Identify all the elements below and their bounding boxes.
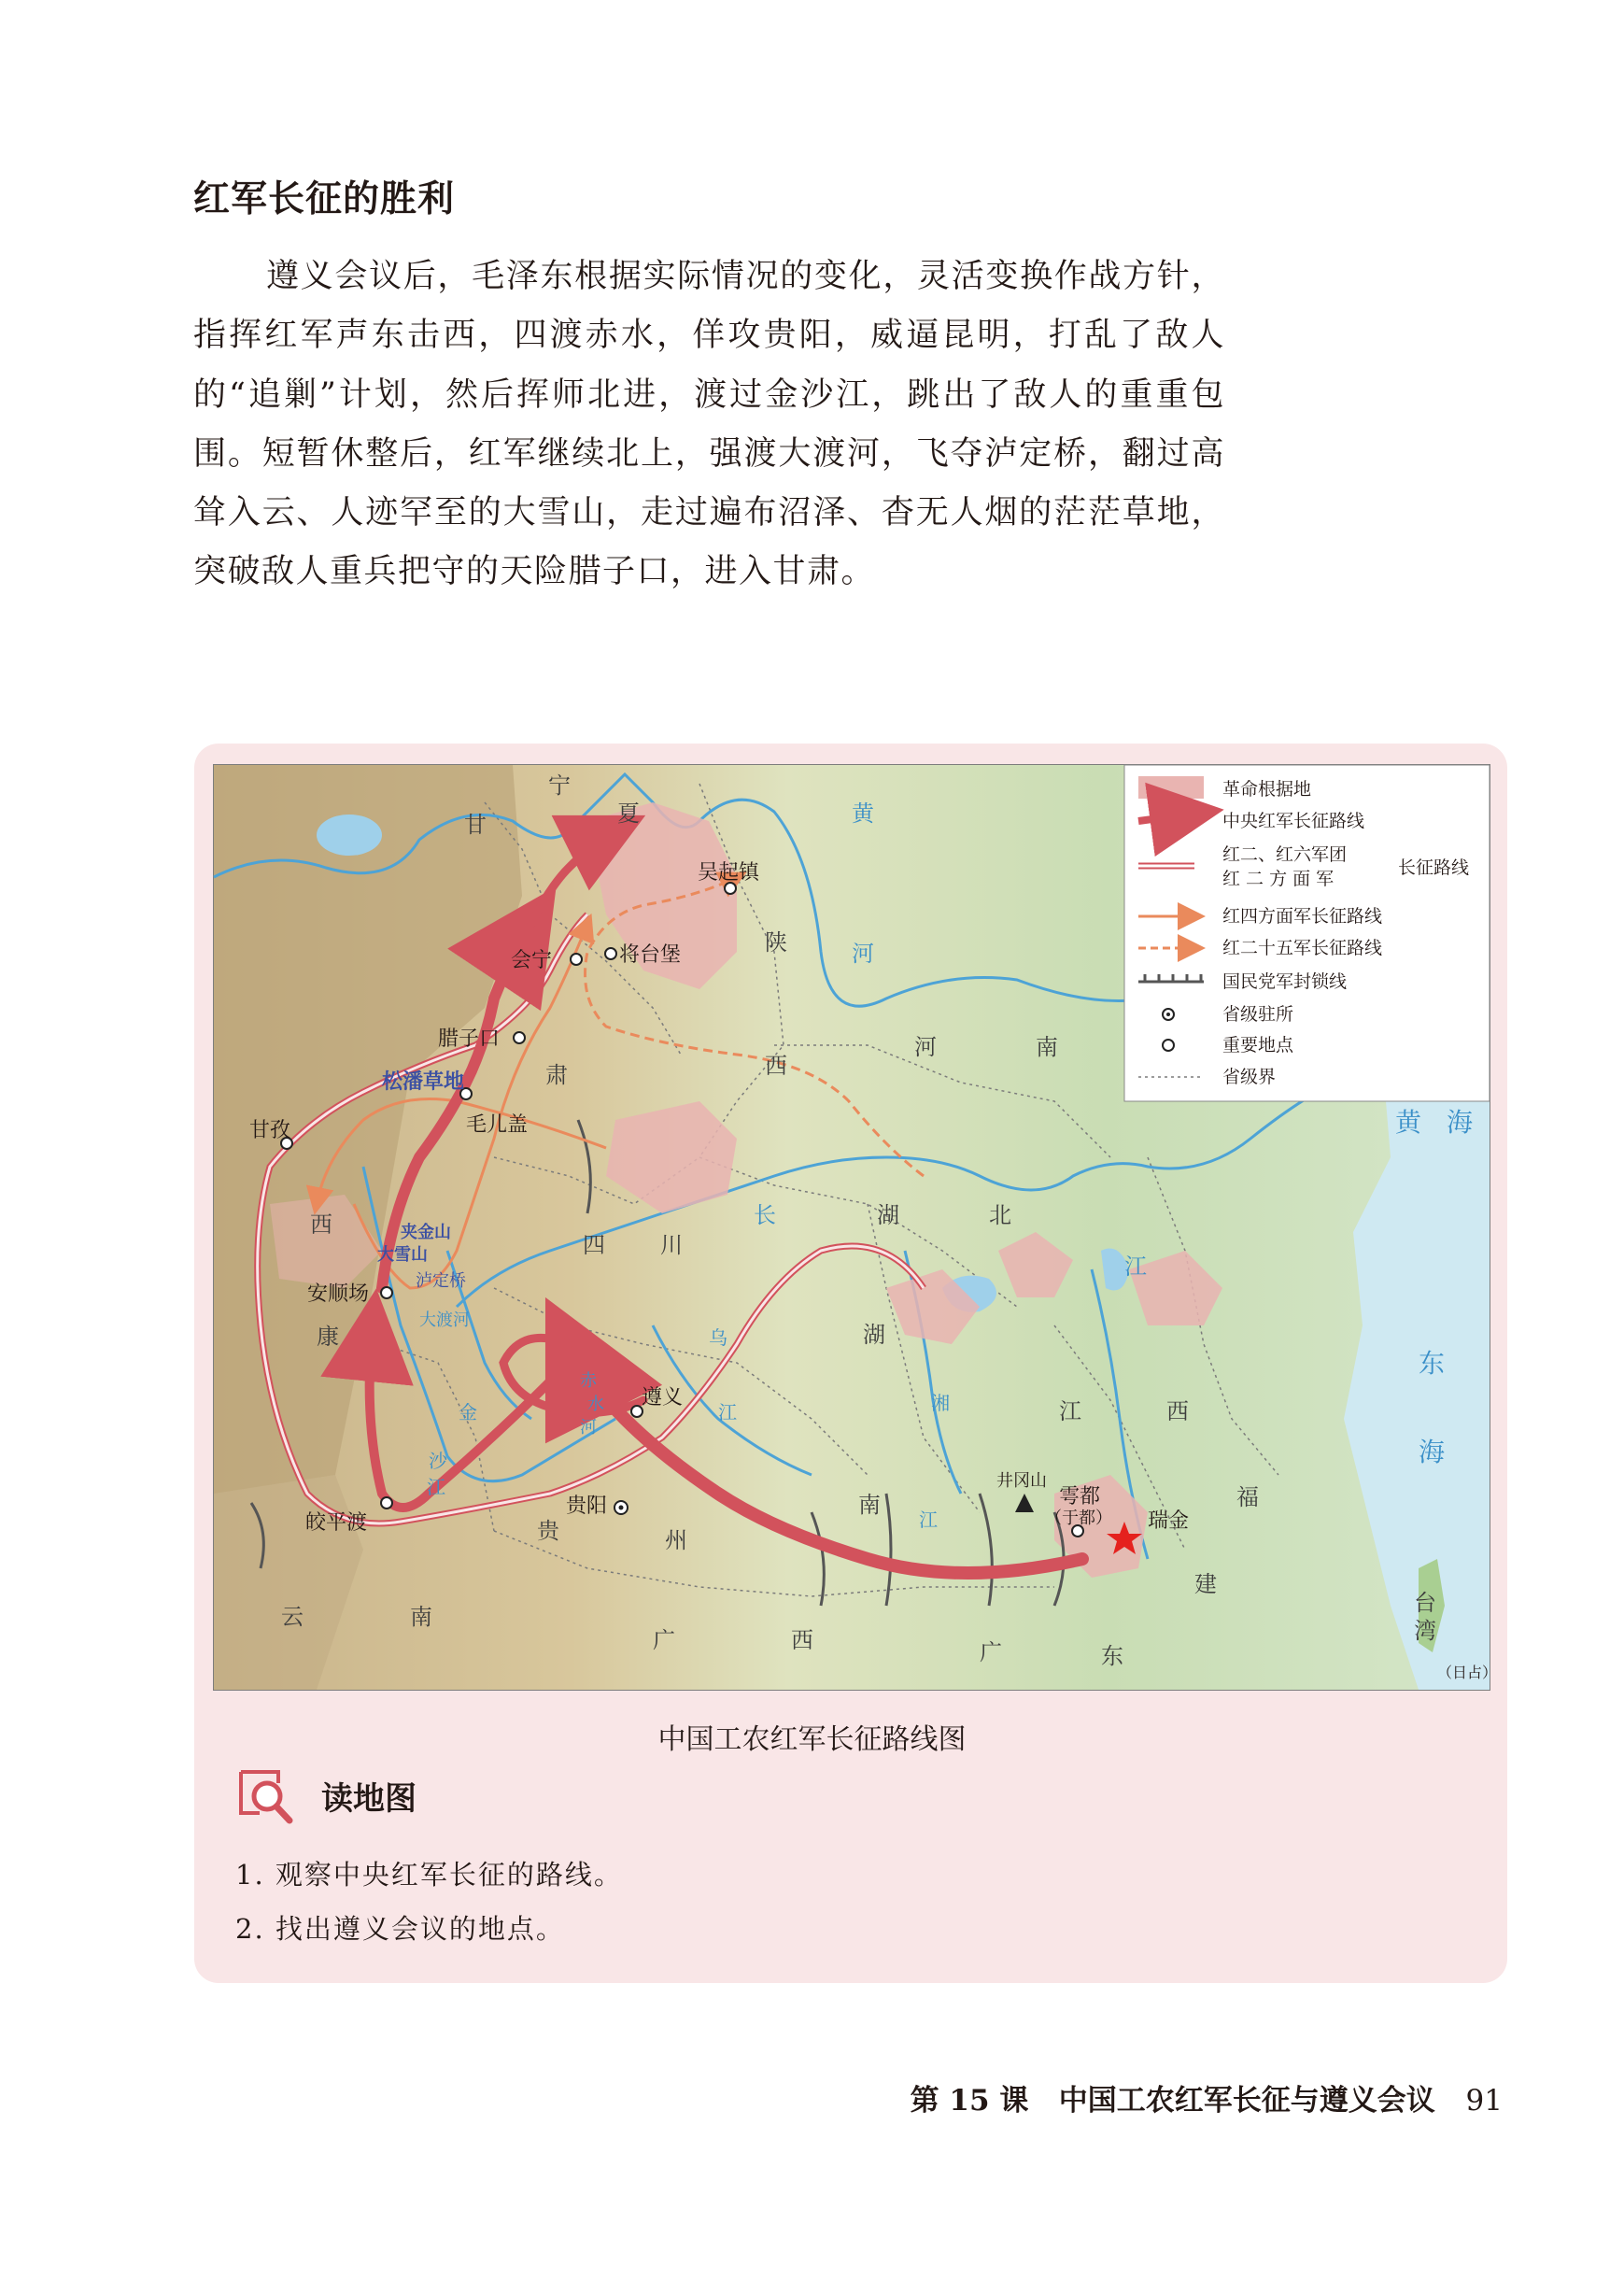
legend-25th: 红二十五军长征路线 <box>1222 938 1383 958</box>
magnifier-icon <box>235 1764 301 1826</box>
region-xia: 夏 <box>617 800 640 827</box>
map-legend <box>1124 765 1490 1101</box>
water-jiang-x: 江 <box>919 1509 938 1531</box>
section-heading: 红军长征的胜利 <box>193 178 456 220</box>
water-wu: 乌 <box>709 1326 727 1349</box>
region-guang-d: 广 <box>980 1639 1002 1665</box>
marker-jiangtaibao <box>605 948 616 959</box>
question-list <box>235 1848 623 1956</box>
region-gan: 甘 <box>464 812 487 838</box>
label-wuqi: 吴起镇 <box>698 861 760 885</box>
region-he-henan: 河 <box>914 1034 937 1060</box>
region-guang-x: 广 <box>653 1627 675 1653</box>
region-xi-shaanxi: 西 <box>765 1053 787 1079</box>
question-item: 1. 观察中央红军长征的路线。 <box>235 1859 623 1891</box>
section-paragraph: 遵义会议后，毛泽东根据实际情况的变化，灵活变换作战方针，指挥红军声东击西，四渡赤水，佯攻贵阳，威逼昆明，打乱了敌人的“追剿”计划，然后挥师北进，渡过金沙江，跳出了敌人的重重包围。短暂休整后，红军继续北上，强渡大渡河，飞夺泸定桥，翻过高耸入云、人迹罕至的大雪山，走过遍布沼泽、杳无人烟的茫茫草地，突破敌人重兵把守的天险腊子口，进入甘肃。 <box>193 258 1225 591</box>
water-east-sea1: 东 <box>1419 1348 1446 1379</box>
label-zunyi: 遵义 <box>642 1386 684 1410</box>
qinghai-lake <box>317 815 382 856</box>
label-snow1: 夹金山 <box>401 1223 451 1242</box>
page-footer <box>911 2076 1503 2118</box>
label-yudu: 雩都 <box>1059 1485 1101 1509</box>
map-caption: 中国工农红军长征路线图 <box>657 1723 967 1756</box>
lesson-number: 第 15 课 <box>910 2084 1029 2118</box>
region-tai: 台 <box>1414 1590 1436 1616</box>
marker-guiyang <box>614 1501 628 1514</box>
region-jiang: 江 <box>1059 1398 1081 1424</box>
label-ruijin: 瑞金 <box>1148 1509 1190 1533</box>
water-jin: 金 <box>459 1401 477 1424</box>
region-chuan: 川 <box>660 1232 683 1258</box>
label-lazikou: 腊子口 <box>438 1027 501 1051</box>
water-he1: 河 <box>852 941 874 967</box>
water-huang1: 黄 <box>852 800 874 827</box>
region-xi-guangxi: 西 <box>791 1627 813 1653</box>
region-jian: 建 <box>1194 1571 1217 1597</box>
legend-base-area-swatch <box>1138 776 1204 799</box>
water-jiang-j: 江 <box>427 1476 445 1498</box>
region-su: 肃 <box>545 1062 568 1088</box>
label-jiaopingdu: 皎平渡 <box>305 1511 368 1535</box>
region-xi-jiangxi: 西 <box>1166 1398 1189 1424</box>
question-item: 2. 找出遵义会议的地点。 <box>235 1913 565 1945</box>
legend-place-swatch <box>1163 1040 1174 1051</box>
region-gui: 贵 <box>537 1518 559 1544</box>
region-nan-henan: 南 <box>1036 1034 1058 1060</box>
legend-blockade: 国民党军封锁线 <box>1222 971 1348 992</box>
lesson-title: 中国工农红军长征与遵义会议 <box>1058 2084 1435 2118</box>
read-map-label: 读地图 <box>321 1779 417 1818</box>
region-xi-xikang: 西 <box>310 1211 332 1238</box>
legend-base-area: 革命根据地 <box>1222 779 1312 800</box>
water-xiang: 湘 <box>931 1392 950 1414</box>
map-svg <box>214 765 1498 1690</box>
water-dadu: 大渡河 <box>419 1310 470 1330</box>
region-nan-yunnan: 南 <box>410 1604 432 1630</box>
water-yellow-sea2: 海 <box>1447 1107 1474 1138</box>
legend-border: 省级界 <box>1222 1067 1277 1087</box>
water-jiang-r: 江 <box>1124 1254 1147 1280</box>
label-maoergai: 毛儿盖 <box>466 1113 529 1137</box>
region-kang: 康 <box>317 1324 339 1350</box>
region-shaan: 陕 <box>765 929 787 956</box>
water-east-sea2: 海 <box>1419 1437 1446 1467</box>
water-chi: 赤 <box>580 1371 597 1391</box>
legend-central: 中央红军长征路线 <box>1222 811 1365 831</box>
legend-4th: 红四方面军长征路线 <box>1222 906 1383 927</box>
label-songpan: 松潘草地 <box>382 1070 465 1094</box>
region-fu: 福 <box>1236 1484 1259 1510</box>
marker-huining <box>571 954 582 965</box>
label-ganzi: 甘孜 <box>249 1119 291 1142</box>
water-shui: 水 <box>587 1395 604 1414</box>
label-huining: 会宁 <box>511 949 553 972</box>
label-snow2: 大雪山 <box>377 1245 428 1265</box>
region-bei: 北 <box>989 1202 1011 1228</box>
region-ning: 宁 <box>548 772 571 799</box>
region-yun: 云 <box>281 1604 304 1630</box>
water-he-chishui: 河 <box>580 1418 597 1438</box>
region-hu-hunan: 湖 <box>863 1322 885 1348</box>
label-yudu-alt: （于都） <box>1045 1509 1112 1528</box>
label-jinggangshan: 井冈山 <box>996 1471 1047 1491</box>
long-march-map <box>213 764 1498 1691</box>
water-yellow-sea1: 黄 <box>1395 1107 1422 1138</box>
read-map-header <box>235 1763 417 1828</box>
legend-capital: 省级驻所 <box>1222 1004 1294 1025</box>
label-anshunchang: 安顺场 <box>307 1282 370 1306</box>
marker-lazikou <box>514 1032 525 1043</box>
marker-jiaopingdu <box>381 1497 392 1509</box>
legend-2nd6th-1: 红二、红六军团 <box>1222 844 1348 865</box>
label-luding: 泸定桥 <box>416 1271 466 1291</box>
region-si: 四 <box>583 1232 605 1258</box>
region-hu: 湖 <box>877 1202 899 1228</box>
water-jiang-wu: 江 <box>718 1401 737 1424</box>
region-zhou: 州 <box>665 1527 687 1553</box>
legend-place: 重要地点 <box>1222 1035 1294 1055</box>
water-sha: 沙 <box>429 1450 447 1472</box>
label-guiyang: 贵阳 <box>566 1495 608 1518</box>
label-riben: （日占） <box>1437 1664 1498 1681</box>
label-jiangtaibao: 将台堡 <box>619 943 682 967</box>
region-nan-hunan: 南 <box>858 1492 881 1518</box>
region-wan: 湾 <box>1414 1618 1436 1644</box>
water-chang: 长 <box>754 1202 776 1228</box>
page-number: 91 <box>1465 2084 1503 2118</box>
legend-route-suffix: 长征路线 <box>1398 857 1470 878</box>
legend-2nd6th-2: 红 二 方 面 军 <box>1222 869 1335 889</box>
marker-anshunchang <box>381 1287 392 1298</box>
region-dong: 东 <box>1101 1643 1123 1669</box>
